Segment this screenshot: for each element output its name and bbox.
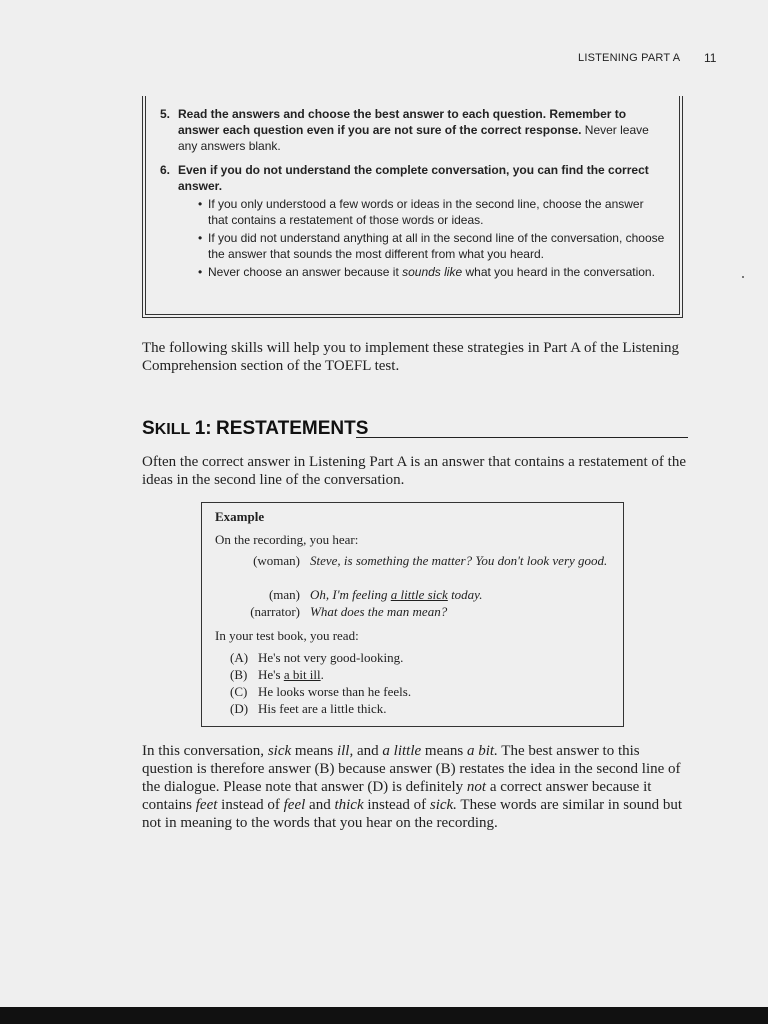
strategy-normal-text: Never leave any answers blank. [178,123,649,153]
answer-choice: (B) He's a bit ill. [230,667,324,682]
strategy-bullet-list [198,196,665,280]
skill-heading [142,418,688,442]
strategy-bullet [198,264,665,280]
skill-number: 1: [194,418,212,439]
dialogue-line [214,552,609,569]
bullet-text: If you did not understand anything at all in the second line of the conversation, choose the answer that sounds the most different from what you heard. [208,231,665,261]
skill-title: RESTATEMENTS [216,418,369,439]
answer-choice: (D) His feet are a little thick. [230,701,387,716]
bullet-text-italic: sounds like [402,265,463,279]
intro-paragraph: The following skills will help you to implement these strategies in Part A of the Listening Comprehension section of the TOEFL test. [142,340,680,374]
bullet-dot-icon: • [198,265,203,279]
strategy-item-6 [160,162,665,282]
strategy-bold-text: Even if you do not understand the complete conversation, you can find the correct answer. [178,163,649,193]
strategy-number: 5. [160,107,171,121]
answer-choice: (C) He looks worse than he feels. [230,684,412,699]
explanation-paragraph: In this conversation, sick means ill, and a little means a bit. The best answer to this question is therefore answer (B) because answer (B) restates the idea in the second line of the dialogue. Please note that answer (D) is definitely not a correct answer because it contains feet instead of feel and thick instead of sick. These words are similar in sound but not in meaning to the words that you hear on the recording. [142,743,683,831]
strategy-body [178,162,665,280]
bullet-text: If you only understood a few words or ideas in the second line, choose the answer that contains a restatement of those words or ideas. [208,197,644,227]
strategy-item-5 [160,106,665,154]
speech-text: Steve, is something the matter? You don't look very good. [310,553,608,568]
dialogue-line [214,586,609,603]
speaker-label: (woman) [253,553,300,568]
bullet-text-before: Never choose an answer because it [208,265,403,279]
speaker-label: (narrator) [250,604,300,619]
strategy-bullet [198,196,665,228]
example-box [201,502,624,727]
scan-bottom-edge [0,1007,768,1024]
strategy-box [142,96,683,318]
answer-choice: (A) He's not very good-looking. [230,650,404,665]
heading-rule [356,437,688,438]
bullet-dot-icon: • [198,197,203,211]
example-label: Example [215,509,265,524]
speech-text: Oh, I'm feeling a little sick today. [310,587,483,602]
bullet-text-after: what you heard in the conversation. [462,265,655,279]
dialogue-line [214,603,609,620]
recording-intro: On the recording, you hear: [215,532,359,547]
skill-label: SKILL [142,418,191,439]
running-head: LISTENING PART A [578,52,681,64]
book-intro: In your test book, you read: [215,628,359,643]
strategy-bold-text: Read the answers and choose the best answer to each question. Remember to answer each question even if you are not sure of the correct response. [178,107,627,137]
page-number: 11 [704,51,717,65]
strategy-bullet [198,230,665,262]
strategy-number: 6. [160,163,171,177]
bullet-dot-icon: • [198,231,203,245]
skill-paragraph: Often the correct answer in Listening Part A is an answer that contains a restatement of the ideas in the second line of the conversation. [142,454,686,488]
answer-choices [230,649,411,717]
strategy-body [178,106,665,154]
speech-text: What does the man mean? [310,604,448,619]
speaker-label: (man) [268,587,300,602]
scan-speck [742,276,744,278]
